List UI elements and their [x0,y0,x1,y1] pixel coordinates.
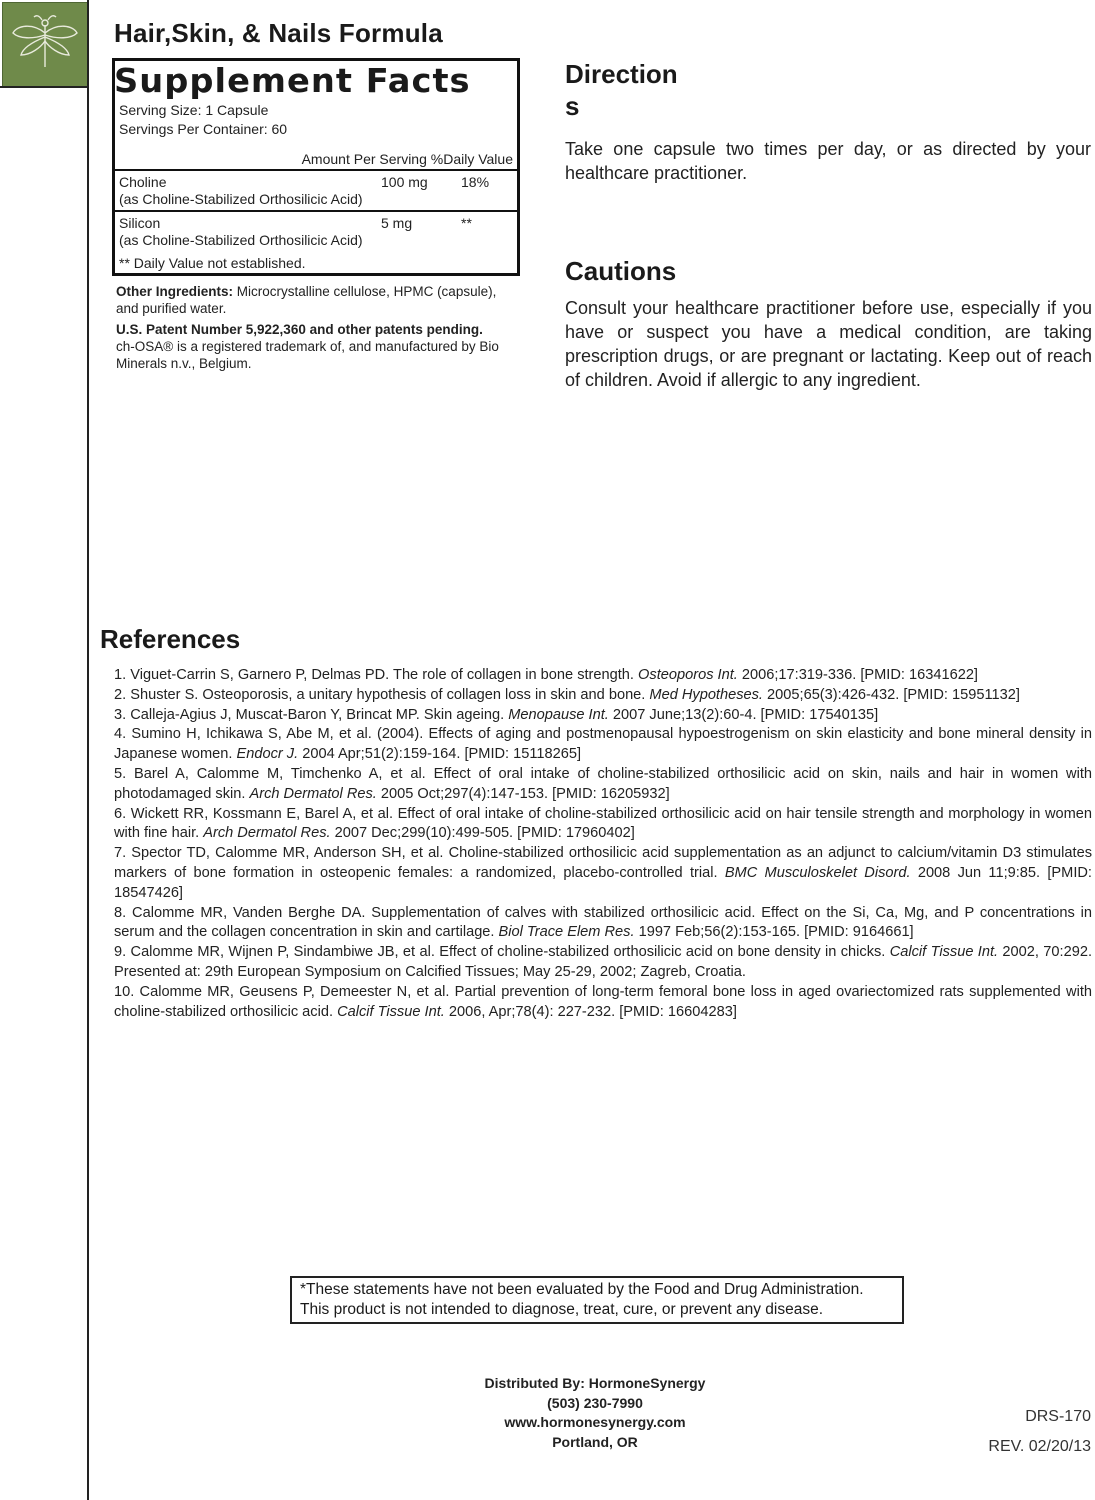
document-code: DRS-170 [1025,1408,1091,1425]
nutrient-amount: 5 mg [381,215,413,231]
distributor-city: Portland, OR [552,1433,638,1450]
ingredients-block [116,283,516,372]
other-ingredients [116,283,516,317]
patent-notice: U.S. Patent Number 5,922,360 and other patents pending. [116,322,483,337]
dragonfly-icon [3,3,87,87]
nutrient-source: (as Choline-Stabilized Orthosilicic Acid) [119,232,363,248]
nutrient-source: (as Choline-Stabilized Orthosilicic Acid) [119,191,363,207]
product-title: Hair,Skin, & Nails Formula [114,18,443,48]
nutrient-name: Silicon [119,215,161,231]
cautions-text: Consult your healthcare practitioner before use, especially if you have or suspect you have a medical condition, are taking prescription drugs, or are pregnant or lactating. Keep out of reach of children. Avoid if allergic to any ingredient. [565,298,1092,390]
nutrient-name: Choline [119,174,167,190]
cautions-heading: Cautions [565,256,677,286]
directions-text: Take one capsule two times per day, or as directed by your healthcare practitioner. [565,139,1091,183]
other-ingredients-text: Microcrystalline cellulose, HPMC (capsule), and purified water. [116,284,497,316]
other-ingredients-label: Other Ingredients: [116,284,234,299]
distributor-label: Distributed By: HormoneSynergy [484,1375,706,1391]
facts-row-silicon [115,212,517,251]
reference-item: 10. Calomme MR, Geusens P, Demeester N, et al. Partial prevention of long-term femoral bone loss in aged ovariectomized rats supplemented with choline-stabilized orthosilicic acid. Calcif Tissue Int. 2006, Apr;78(4): 227-232. [PMID: 16604283] [114,983,1092,1020]
nutrient-daily-value: 18% [461,174,490,190]
trademark-notice: ch-OSA® is a registered trademark of, and manufactured by Bio Minerals n.v., Belgium. [116,339,499,371]
fda-disclaimer [290,1276,904,1324]
reference-item: 8. Calomme MR, Vanden Berghe DA. Supplementation of calves with stabilized orthosilicic acid. Effect on the Si, Ca, Mg, and P concentrations in serum and the collagen concentration in skin and cartilage. Biol Trace Elem Res. 1997 Feb;56(2):153-165. [PMID: 9164661] [114,904,1092,941]
reference-item: 5. Barel A, Calomme M, Timchenko A, et al. Effect of oral intake of choline-stabilized orthosilicic acid on skin, nails and hair in women with photodamaged skin. Arch Dermatol Res. 2005 Oct;297(4):147-153. [PMID: 16205932] [114,765,1092,802]
nutrient-daily-value: ** [461,215,472,231]
reference-item: 4. Sumino H, Ichikawa S, Abe M, et al. (2004). Effects of aging and postmenopausal hypoestrogenism on skin elasticity and bone mineral density in Japanese women. Endocr J. 2004 Apr;51(2):159-164. [PMID: 15118265] [114,726,1092,763]
distributor-info [440,1374,750,1452]
references-list [114,666,1092,1022]
reference-item: 9. Calomme MR, Wijnen P, Sindambiwe JB, et al. Effect of choline-stabilized orthosilicic acid on bone density in chicks. Calcif Tissue Int. 2002, 70:292. Presented at: 29th European Symposium on Calcified Tissues; May 25-29, 2002; Zagreb, Croatia. [114,944,1092,980]
brand-logo [2,2,88,88]
disclaimer-line-2: This product is not intended to diagnose, treat, cure, or prevent any disease. [300,1301,824,1318]
distributor-website: www.hormonesynergy.com [504,1414,686,1430]
facts-row-choline [115,171,517,212]
reference-item: 1. Viguet-Carrin S, Garnero P, Delmas PD. The role of collagen in bone strength. Osteoporos Int. 2006;17:319-336. [PMID: 16341622] [114,667,978,683]
reference-item: 3. Calleja-Agius J, Muscat-Baron Y, Brincat MP. Skin ageing. Menopause Int. 2007 June;13(2):60-4. [PMID: 17540135] [114,706,879,723]
servings-per-container: Servings Per Container: 60 [119,121,288,137]
reference-item: 2. Shuster S. Osteoporosis, a unitary hypothesis of collagen loss in skin and bone. Med Hypotheses. 2005;65(3):426-432. [PMID: 15951132] [114,686,1020,703]
facts-footnote: ** Daily Value not established. [119,255,306,271]
facts-column-header: Amount Per Serving %Daily Value [115,145,517,171]
margin-line [87,0,89,1500]
distributor-phone: (503) 230-7990 [547,1394,643,1411]
reference-item: 7. Spector TD, Calomme MR, Anderson SH, et al. Choline-stabilized orthosilicic acid supplementation as an adjunct to calcium/vitamin D3 stimulates markers of bone formation in osteopenic females: a randomized, placebo-controlled trial. BMC Musculoskelet Disord. 2008 Jun 11;9:85. [PMID: 18547426] [114,845,1092,901]
reference-item: 6. Wickett RR, Kossmann E, Barel A, et al. Effect of oral intake of choline-stabilized orthosilicic acid on hair tensile strength and morphology in women with fine hair. Arch Dermatol Res. 2007 Dec;299(10):499-505. [PMID: 17960402] [114,805,1092,842]
document-info [988,1402,1091,1462]
references-heading: References [100,624,241,654]
disclaimer-line-1: *These statements have not been evaluated by the Food and Drug Administration. [300,1281,864,1298]
frame-divider [0,86,88,88]
document-revision: REV. 02/20/13 [988,1438,1091,1455]
nutrient-amount: 100 mg [381,174,428,190]
directions-heading: Direction s [565,59,678,121]
supplement-facts-panel [112,58,520,276]
serving-size: Serving Size: 1 Capsule [119,102,269,118]
facts-title: Supplement Facts [114,61,471,100]
